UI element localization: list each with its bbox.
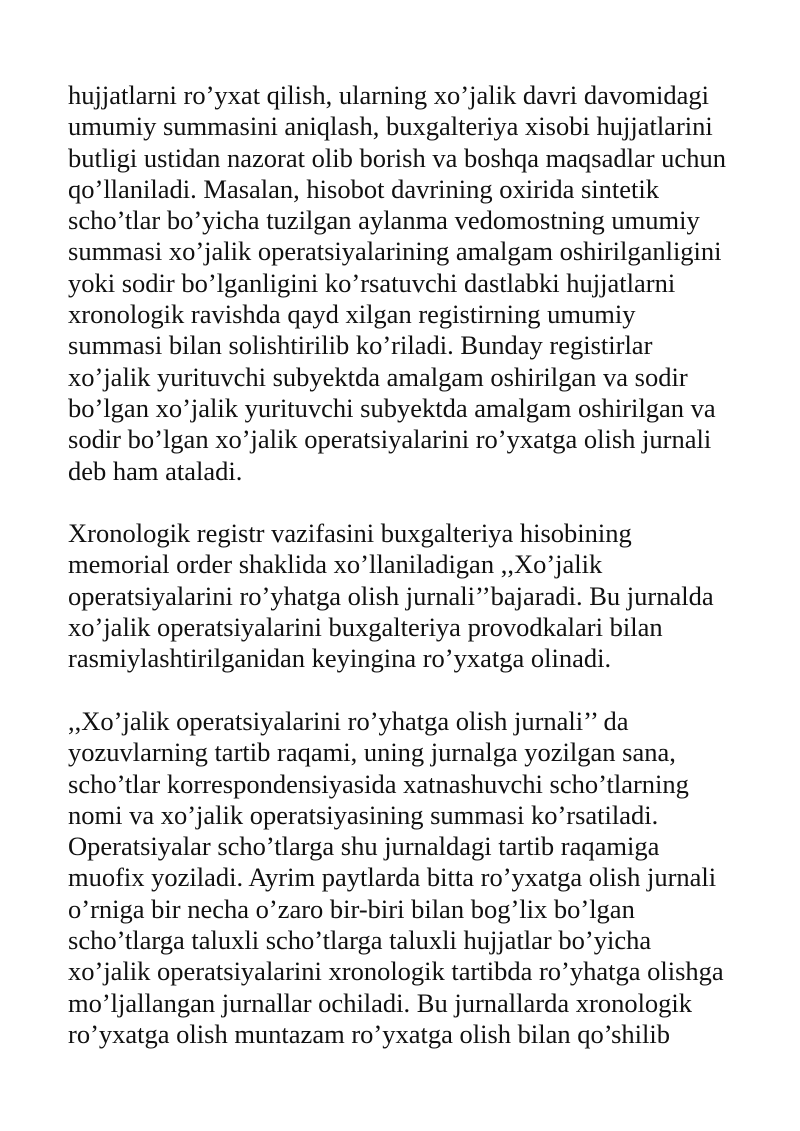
text-line: nomi va xo’jalik operatsiyasining summasi ko’rsatiladi. bbox=[68, 799, 659, 830]
text-line: ,,Xo’jalik operatsiyalarini ro’yhatga olish jurnali’’ da bbox=[68, 705, 629, 736]
text-line: butligi ustidan nazorat olib borish va boshqa maqsadlar uchun bbox=[68, 142, 726, 173]
text-line: summasi bilan solishtirilib ko’riladi. Bunday registirlar bbox=[68, 330, 653, 361]
text-line: scho’tlarga taluxli scho’tlarga taluxli hujjatlar bo’yicha bbox=[68, 925, 652, 956]
text-line: yozuvlarning tartib raqami, uning jurnalga yozilgan sana, bbox=[68, 737, 676, 768]
document-page bbox=[68, 80, 748, 1050]
text-line: deb ham ataladi. bbox=[68, 455, 243, 486]
text-line: xo’jalik yurituvchi subyektda amalgam oshirilgan va sodir bbox=[68, 361, 688, 392]
text-line: o’rniga bir necha o’zaro bir-biri bilan bog’lix bo’lgan bbox=[68, 893, 635, 924]
text-line: umumiy summasini aniqlash, buxgalteriya xisobi hujjatlarini bbox=[68, 111, 713, 142]
text-line: mo’ljallangan jurnallar ochiladi. Bu jurnallarda xronologik bbox=[68, 987, 693, 1018]
text-line: scho’tlar bo’yicha tuzilgan aylanma vedomostning umumiy bbox=[68, 205, 700, 236]
text-line: bo’lgan xo’jalik yurituvchi subyektda amalgam oshirilgan va bbox=[68, 392, 716, 423]
paragraph-1 bbox=[68, 80, 748, 487]
text-line: ro’yxatga olish muntazam ro’yxatga olish bilan qo’shilib bbox=[68, 1018, 671, 1049]
text-line: scho’tlar korrespondensiyasida xatnashuvchi scho’tlarning bbox=[68, 768, 689, 799]
text-line: sodir bo’lgan xo’jalik operatsiyalarini ro’yxatga olish jurnali bbox=[68, 424, 712, 455]
text-line: xo’jalik operatsiyalarini xronologik tartibda ro’yhatga olishga bbox=[68, 956, 724, 987]
text-line: summasi xo’jalik operatsiyalarining amalgam oshirilganligini bbox=[68, 236, 722, 267]
text-line: xronologik ravishda qayd xilgan registirning umumiy bbox=[68, 299, 636, 330]
text-line: Xronologik registr vazifasini buxgalteriya hisobining bbox=[68, 518, 632, 549]
paragraph-2 bbox=[68, 518, 748, 674]
text-line: xo’jalik operatsiyalarini buxgalteriya provodkalari bilan bbox=[68, 612, 663, 643]
text-line: muofix yoziladi. Ayrim paytlarda bitta ro’yxatga olish jurnali bbox=[68, 862, 717, 893]
text-line: operatsiyalarini ro’yhatga olish jurnali’’bajaradi. Bu jurnalda bbox=[68, 580, 714, 611]
text-line: qo’llaniladi. Masalan, hisobot davrining oxirida sintetik bbox=[68, 173, 659, 204]
paragraph-3 bbox=[68, 706, 748, 1050]
text-line: hujjatlarni ro’yxat qilish, ularning xo’jalik davri davomidagi bbox=[68, 80, 710, 110]
text-line: rasmiylashtirilganidan keyingina ro’yxatga olinadi. bbox=[68, 643, 612, 674]
text-line: memorial order shaklida xo’llaniladigan ,,Xo’jalik bbox=[68, 549, 603, 580]
text-line: yoki sodir bo’lganligini ko’rsatuvchi dastlabki hujjatlarni bbox=[68, 267, 676, 298]
text-line: Operatsiyalar scho’tlarga shu jurnaldagi tartib raqamiga bbox=[68, 831, 660, 862]
